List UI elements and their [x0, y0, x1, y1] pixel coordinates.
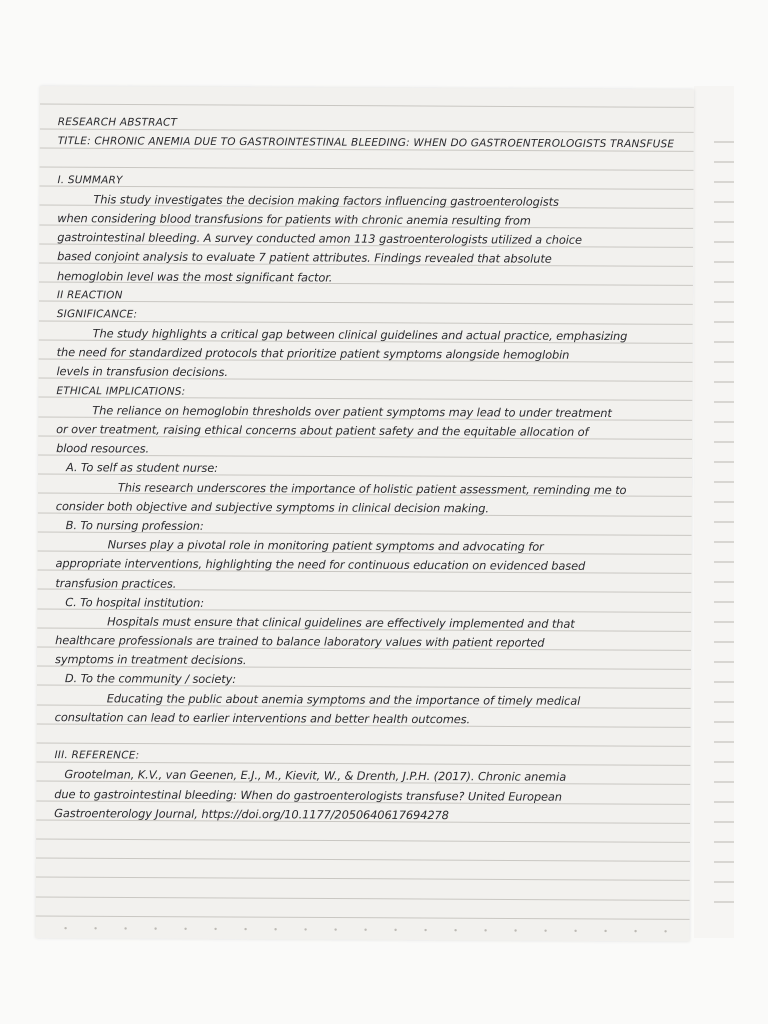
summary-line: when considering blood transfusions for patients with chronic anemia resulting from	[57, 211, 531, 228]
significance-line: levels in transfusion decisions.	[56, 364, 228, 380]
summary-line: This study investigates the decision making factors influencing gastroenterologists	[93, 192, 559, 209]
nursing-line: Nurses play a pivotal role in monitoring patient symptoms and advocating for	[107, 537, 544, 554]
significance-heading: SIGNIFICANCE:	[56, 307, 138, 321]
handwritten-abstract	[54, 113, 688, 826]
summary-heading: I. SUMMARY	[57, 173, 123, 186]
nursing-profession-heading: B. To nursing profession:	[65, 518, 204, 533]
summary-line: hemoglobin level was the most significant factor.	[56, 268, 333, 285]
reference-line: due to gastrointestinal bleeding: When do gastroenterologists transfuse? United European	[54, 786, 562, 804]
bottom-perforation	[64, 927, 666, 933]
nursing-line: transfusion practices.	[55, 575, 177, 591]
hospital-line: Hospitals must ensure that clinical guidelines are effectively implemented and that	[107, 614, 575, 631]
abstract-title: TITLE: CHRONIC ANEMIA DUE TO GASTROINTESTINAL BLEEDING: WHEN DO GASTROENTEROLOGISTS TRANSFUSE	[57, 135, 675, 151]
community-line: consultation can lead to earlier interventions and better health outcomes.	[54, 709, 471, 727]
summary-line: gastrointestinal bleeding. A survey conducted amon 113 gastroenterologists utilized a choice	[57, 230, 582, 247]
ethical-line: or over treatment, raising ethical concerns about patient safety and the equitable allocation of	[56, 422, 589, 439]
hospital-institution-heading: C. To hospital institution:	[65, 594, 205, 610]
self-student-nurse-heading: A. To self as student nurse:	[65, 460, 218, 476]
summary-line: based conjoint analysis to evaluate 7 patient attributes. Findings revealed that absolute	[57, 249, 552, 266]
reference-line: Grootelman, K.V., van Geenen, E.J., M., Kievit, W., & Drenth, J.P.H. (2017). Chronic anemia	[64, 767, 567, 785]
self-line: This research underscores the importance of holistic patient assessment, reminding me to	[117, 479, 627, 497]
ethical-line: blood resources.	[56, 441, 150, 456]
reference-heading: III. REFERENCE:	[54, 749, 140, 762]
self-line: consider both objective and subjective symptoms in clinical decision making.	[55, 498, 489, 516]
ethical-implications-heading: ETHICAL IMPLICATIONS:	[56, 384, 186, 398]
notebook-page	[36, 86, 694, 941]
research-abstract-heading: RESEARCH ABSTRACT	[57, 116, 178, 129]
significance-line: The study highlights a critical gap between clinical guidelines and actual practice, emphasizing	[92, 326, 628, 344]
nursing-line: appropriate interventions, highlighting the need for continuous education on evidenced based	[55, 556, 586, 574]
ethical-line: The reliance on hemoglobin thresholds over patient symptoms may lead to under treatment	[92, 403, 612, 420]
community-society-heading: D. To the community / society:	[64, 671, 237, 687]
reference-line: Gastroenterology Journal, https://doi.org/10.1177/2050640617694278	[54, 805, 449, 822]
community-line: Educating the public about anemia symptoms and the importance of timely medical	[106, 690, 581, 708]
adjacent-page-edge	[694, 86, 734, 938]
hospital-line: healthcare professionals are trained to balance laboratory values with patient reported	[55, 633, 545, 650]
significance-line: the need for standardized protocols that prioritize patient symptoms alongside hemoglobin	[56, 345, 570, 363]
hospital-line: symptoms in treatment decisions.	[54, 652, 247, 668]
reaction-heading: II REACTION	[56, 288, 123, 302]
